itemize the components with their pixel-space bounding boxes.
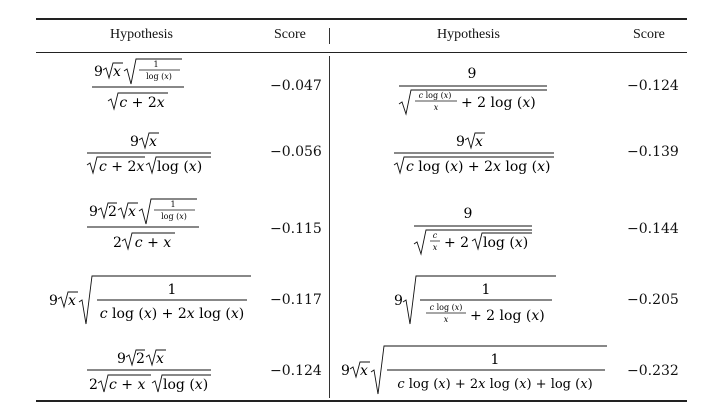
svg-text:2: 2 bbox=[89, 377, 98, 393]
row-1-right-score: −0.124 bbox=[627, 78, 679, 94]
svg-text:9: 9 bbox=[341, 363, 350, 379]
svg-text:log (x): log (x) bbox=[157, 159, 203, 175]
svg-text:x: x bbox=[475, 134, 483, 150]
svg-text:x: x bbox=[128, 204, 136, 220]
svg-text:c: c bbox=[432, 231, 438, 240]
svg-text:9: 9 bbox=[463, 206, 473, 222]
row-1-left-score: −0.047 bbox=[270, 78, 322, 94]
row-4-left-score: −0.117 bbox=[270, 292, 322, 308]
formula bbox=[410, 200, 540, 256]
svg-text:x: x bbox=[68, 293, 76, 309]
formula bbox=[90, 57, 210, 113]
svg-text:x: x bbox=[432, 243, 438, 252]
column-separator bbox=[329, 56, 330, 398]
row-2-right-hypothesis bbox=[340, 128, 610, 176]
svg-text:9: 9 bbox=[89, 204, 98, 220]
row-2-left-hypothesis bbox=[40, 128, 260, 176]
svg-text:log (x): log (x) bbox=[161, 212, 187, 221]
svg-text:1: 1 bbox=[167, 282, 177, 298]
row-2-right-score: −0.139 bbox=[627, 144, 679, 160]
row-3-right-score: −0.144 bbox=[627, 221, 679, 237]
svg-text:9: 9 bbox=[130, 134, 139, 150]
svg-text:9: 9 bbox=[467, 66, 477, 82]
row-2-left-score: −0.056 bbox=[270, 144, 322, 160]
svg-text:log (x): log (x) bbox=[163, 377, 209, 393]
svg-text:9: 9 bbox=[394, 293, 403, 309]
header-score-right: Score bbox=[633, 27, 665, 42]
formula bbox=[45, 272, 255, 328]
row-4-right-hypothesis bbox=[340, 272, 610, 328]
svg-text:x: x bbox=[433, 103, 439, 112]
formula bbox=[390, 272, 560, 328]
header-hypothesis-left: Hypothesis bbox=[110, 27, 173, 42]
svg-text:c + 2x: c + 2x bbox=[119, 95, 165, 111]
svg-text:c log (x) + 2x log (x) + log (: c log (x) + 2x log (x) + log (x) bbox=[397, 377, 593, 392]
formula bbox=[390, 128, 560, 176]
svg-text:x: x bbox=[443, 315, 449, 324]
row-3-left-hypothesis bbox=[40, 196, 260, 254]
svg-text:9: 9 bbox=[117, 351, 126, 367]
svg-text:2: 2 bbox=[136, 351, 145, 367]
row-3-left-score: −0.115 bbox=[270, 221, 322, 237]
svg-text:c log (x): c log (x) bbox=[429, 303, 463, 312]
formula bbox=[85, 128, 215, 176]
svg-text:+ 2: + 2 bbox=[444, 235, 470, 251]
formula bbox=[337, 342, 611, 398]
header-rule bbox=[36, 52, 687, 53]
svg-text:c log (x) + 2x log (x): c log (x) + 2x log (x) bbox=[99, 306, 245, 322]
svg-text:c log (x): c log (x) bbox=[418, 91, 452, 100]
svg-text:x: x bbox=[360, 363, 368, 379]
svg-text:log (x): log (x) bbox=[483, 235, 529, 251]
formula bbox=[85, 344, 215, 396]
svg-text:c + 2x: c + 2x bbox=[99, 159, 145, 175]
svg-text:2: 2 bbox=[113, 235, 122, 251]
svg-text:log (x): log (x) bbox=[146, 72, 172, 81]
row-3-right-hypothesis bbox=[340, 200, 610, 256]
svg-text:9: 9 bbox=[94, 64, 103, 80]
svg-text:x: x bbox=[149, 134, 157, 150]
svg-text:2: 2 bbox=[108, 204, 117, 220]
svg-text:1: 1 bbox=[490, 352, 500, 368]
row-4-right-score: −0.205 bbox=[627, 292, 679, 308]
svg-text:+ 2 log (x): + 2 log (x) bbox=[470, 308, 545, 324]
svg-text:c + x: c + x bbox=[109, 377, 146, 393]
row-5-left-hypothesis bbox=[40, 344, 260, 396]
header-score-left: Score bbox=[274, 27, 306, 42]
formula bbox=[395, 60, 555, 116]
svg-text:1: 1 bbox=[481, 282, 491, 298]
svg-text:1: 1 bbox=[153, 60, 159, 69]
svg-text:9: 9 bbox=[456, 134, 465, 150]
svg-text:c + x: c + x bbox=[134, 235, 172, 251]
row-5-right-score: −0.232 bbox=[627, 363, 679, 379]
svg-text:9: 9 bbox=[49, 293, 58, 309]
svg-text:x: x bbox=[156, 351, 164, 367]
row-5-left-score: −0.124 bbox=[270, 363, 322, 379]
bottom-rule bbox=[36, 400, 687, 402]
column-separator-header bbox=[329, 28, 330, 44]
header-hypothesis-right: Hypothesis bbox=[437, 27, 500, 42]
row-4-left-hypothesis bbox=[40, 272, 260, 328]
row-5-right-hypothesis bbox=[334, 342, 614, 398]
formula bbox=[85, 197, 215, 253]
svg-text:+ 2 log (x): + 2 log (x) bbox=[461, 95, 536, 111]
row-1-right-hypothesis bbox=[340, 60, 610, 116]
svg-text:x: x bbox=[113, 64, 121, 80]
row-1-left-hypothesis bbox=[40, 56, 260, 114]
svg-text:1: 1 bbox=[170, 200, 176, 209]
top-rule bbox=[36, 18, 687, 20]
svg-text:c log (x) + 2x log (x): c log (x) + 2x log (x) bbox=[406, 159, 551, 175]
